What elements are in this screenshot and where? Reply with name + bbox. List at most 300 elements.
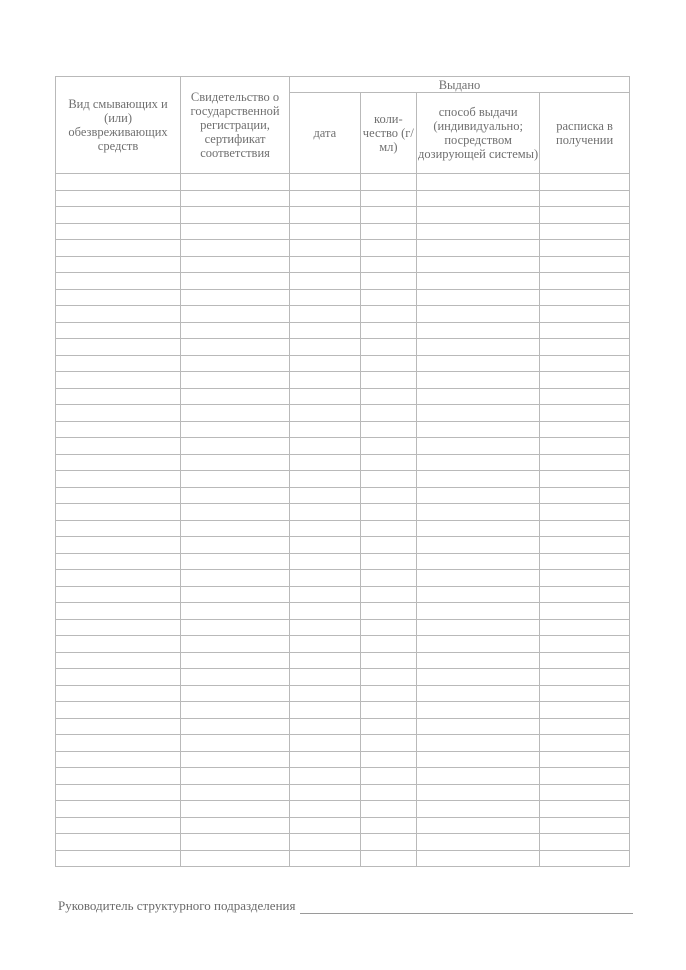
table-cell[interactable] (56, 735, 181, 752)
table-row (56, 256, 630, 273)
table-cell[interactable] (540, 636, 630, 653)
table-cell[interactable] (417, 223, 540, 240)
table-cell[interactable] (290, 355, 361, 372)
table-cell[interactable] (417, 735, 540, 752)
table-cell[interactable] (181, 405, 290, 422)
table-row (56, 735, 630, 752)
table-cell[interactable] (181, 240, 290, 257)
table-cell[interactable] (56, 636, 181, 653)
table-cell[interactable] (417, 636, 540, 653)
table-cell[interactable] (540, 586, 630, 603)
table-cell[interactable] (360, 702, 416, 719)
table-row (56, 273, 630, 290)
table-cell[interactable] (360, 190, 416, 207)
table-row (56, 801, 630, 818)
table-cell[interactable] (540, 537, 630, 554)
table-cell[interactable] (290, 751, 361, 768)
table-cell[interactable] (417, 405, 540, 422)
table-cell[interactable] (540, 652, 630, 669)
table-cell[interactable] (540, 504, 630, 521)
table-row (56, 207, 630, 224)
table-cell[interactable] (56, 520, 181, 537)
table-row (56, 669, 630, 686)
table-cell[interactable] (417, 339, 540, 356)
table-cell[interactable] (360, 339, 416, 356)
table-cell[interactable] (360, 735, 416, 752)
table-cell[interactable] (181, 834, 290, 851)
table-cell[interactable] (290, 306, 361, 323)
table-cell[interactable] (290, 652, 361, 669)
table-cell[interactable] (56, 174, 181, 191)
table-cell[interactable] (360, 652, 416, 669)
table-cell[interactable] (417, 421, 540, 438)
table-row (56, 223, 630, 240)
table-cell[interactable] (181, 603, 290, 620)
table-cell[interactable] (56, 553, 181, 570)
table-cell[interactable] (56, 405, 181, 422)
table-cell[interactable] (360, 570, 416, 587)
table-cell[interactable] (360, 817, 416, 834)
table-cell[interactable] (417, 702, 540, 719)
table-cell[interactable] (540, 405, 630, 422)
table-cell[interactable] (181, 454, 290, 471)
table-cell[interactable] (290, 817, 361, 834)
table-row (56, 834, 630, 851)
table-cell[interactable] (417, 504, 540, 521)
table-cell[interactable] (290, 388, 361, 405)
table-cell[interactable] (540, 669, 630, 686)
table-cell[interactable] (417, 850, 540, 867)
table-cell[interactable] (360, 322, 416, 339)
table-cell[interactable] (181, 652, 290, 669)
table-cell[interactable] (540, 174, 630, 191)
table-cell[interactable] (181, 619, 290, 636)
table-cell[interactable] (181, 817, 290, 834)
table-cell[interactable] (181, 718, 290, 735)
table-cell[interactable] (56, 190, 181, 207)
table-cell[interactable] (290, 850, 361, 867)
table-cell[interactable] (181, 256, 290, 273)
table-cell[interactable] (360, 850, 416, 867)
table-cell[interactable] (56, 388, 181, 405)
table-row (56, 751, 630, 768)
table-cell[interactable] (417, 669, 540, 686)
table-cell[interactable] (181, 586, 290, 603)
table-cell[interactable] (417, 784, 540, 801)
table-cell[interactable] (417, 801, 540, 818)
table-cell[interactable] (417, 619, 540, 636)
table-cell[interactable] (56, 372, 181, 389)
table-cell[interactable] (181, 636, 290, 653)
table-row (56, 190, 630, 207)
table-cell[interactable] (360, 784, 416, 801)
table-cell[interactable] (540, 471, 630, 488)
table-cell[interactable] (540, 322, 630, 339)
table-row (56, 306, 630, 323)
table-cell[interactable] (417, 553, 540, 570)
table-row (56, 636, 630, 653)
table-cell[interactable] (290, 768, 361, 785)
table-cell[interactable] (360, 619, 416, 636)
table-cell[interactable] (360, 207, 416, 224)
table-cell[interactable] (417, 306, 540, 323)
table-cell[interactable] (290, 289, 361, 306)
table-cell[interactable] (181, 388, 290, 405)
table-cell[interactable] (290, 339, 361, 356)
table-cell[interactable] (417, 817, 540, 834)
table-cell[interactable] (290, 256, 361, 273)
table-cell[interactable] (417, 273, 540, 290)
table-cell[interactable] (181, 537, 290, 554)
table-cell[interactable] (540, 619, 630, 636)
table-cell[interactable] (360, 438, 416, 455)
table-cell[interactable] (540, 702, 630, 719)
table-cell[interactable] (360, 718, 416, 735)
table-cell[interactable] (417, 454, 540, 471)
table-row (56, 471, 630, 488)
table-cell[interactable] (360, 768, 416, 785)
table-cell[interactable] (181, 273, 290, 290)
table-cell[interactable] (181, 289, 290, 306)
table-cell[interactable] (417, 751, 540, 768)
table-cell[interactable] (417, 388, 540, 405)
issuance-journal-table (55, 76, 630, 867)
table-row (56, 355, 630, 372)
table-cell[interactable] (417, 372, 540, 389)
table-cell[interactable] (360, 636, 416, 653)
table-cell[interactable] (56, 438, 181, 455)
table-cell[interactable] (540, 306, 630, 323)
table-cell[interactable] (56, 471, 181, 488)
table-cell[interactable] (417, 174, 540, 191)
table-cell[interactable] (360, 603, 416, 620)
table-cell[interactable] (540, 487, 630, 504)
table-row (56, 784, 630, 801)
signature-block (58, 896, 633, 914)
table-cell[interactable] (540, 834, 630, 851)
table-cell[interactable] (360, 504, 416, 521)
table-row (56, 454, 630, 471)
table-cell[interactable] (290, 553, 361, 570)
table-cell[interactable] (181, 504, 290, 521)
table-cell[interactable] (56, 784, 181, 801)
table-cell[interactable] (417, 240, 540, 257)
table-cell[interactable] (181, 702, 290, 719)
table-row (56, 652, 630, 669)
table-cell[interactable] (360, 355, 416, 372)
table-cell[interactable] (540, 520, 630, 537)
table-cell[interactable] (290, 207, 361, 224)
table-cell[interactable] (290, 801, 361, 818)
table-cell[interactable] (290, 636, 361, 653)
table-cell[interactable] (360, 834, 416, 851)
table-cell[interactable] (181, 174, 290, 191)
table-cell[interactable] (417, 718, 540, 735)
table-cell[interactable] (540, 850, 630, 867)
table-cell[interactable] (56, 619, 181, 636)
table-cell[interactable] (540, 751, 630, 768)
table-cell[interactable] (56, 306, 181, 323)
table-cell[interactable] (540, 240, 630, 257)
table-row (56, 289, 630, 306)
table-cell[interactable] (417, 207, 540, 224)
table-cell[interactable] (360, 685, 416, 702)
table-cell[interactable] (417, 586, 540, 603)
table-cell[interactable] (290, 190, 361, 207)
table-cell[interactable] (540, 603, 630, 620)
table-row (56, 603, 630, 620)
table-cell[interactable] (290, 834, 361, 851)
table-cell[interactable] (290, 372, 361, 389)
table-cell[interactable] (540, 735, 630, 752)
table-cell[interactable] (56, 751, 181, 768)
table-cell[interactable] (56, 504, 181, 521)
table-row (56, 421, 630, 438)
journal-body (56, 174, 630, 867)
table-cell[interactable] (290, 240, 361, 257)
table-cell[interactable] (56, 322, 181, 339)
table-cell[interactable] (290, 223, 361, 240)
table-cell[interactable] (56, 801, 181, 818)
table-cell[interactable] (417, 834, 540, 851)
table-cell[interactable] (540, 355, 630, 372)
table-cell[interactable] (540, 817, 630, 834)
table-row (56, 322, 630, 339)
table-cell[interactable] (540, 454, 630, 471)
header-product-type: Вид смывающих и (или) обезвреживающих средств (56, 77, 181, 174)
table-cell[interactable] (181, 421, 290, 438)
table-cell[interactable] (181, 570, 290, 587)
table-cell[interactable] (417, 603, 540, 620)
table-cell[interactable] (360, 471, 416, 488)
table-cell[interactable] (290, 735, 361, 752)
table-cell[interactable] (540, 768, 630, 785)
header-issue-method: способ выдачи (индивидуально; посредством дозирующей системы) (417, 93, 540, 174)
header-quantity: коли-чество (г/мл) (360, 93, 416, 174)
table-cell[interactable] (290, 619, 361, 636)
table-cell[interactable] (360, 372, 416, 389)
table-cell[interactable] (56, 817, 181, 834)
table-row (56, 405, 630, 422)
table-cell[interactable] (181, 207, 290, 224)
table-cell[interactable] (360, 256, 416, 273)
table-cell[interactable] (290, 504, 361, 521)
table-row (56, 487, 630, 504)
table-cell[interactable] (181, 685, 290, 702)
table-cell[interactable] (290, 471, 361, 488)
table-cell[interactable] (56, 586, 181, 603)
table-cell[interactable] (540, 190, 630, 207)
table-cell[interactable] (56, 718, 181, 735)
table-row (56, 174, 630, 191)
table-cell[interactable] (540, 685, 630, 702)
table-cell[interactable] (56, 223, 181, 240)
table-row (56, 240, 630, 257)
table-cell[interactable] (540, 289, 630, 306)
table-cell[interactable] (181, 768, 290, 785)
table-cell[interactable] (56, 834, 181, 851)
table-row (56, 702, 630, 719)
table-cell[interactable] (56, 289, 181, 306)
table-cell[interactable] (540, 553, 630, 570)
table-row (56, 520, 630, 537)
table-cell[interactable] (417, 438, 540, 455)
table-cell[interactable] (181, 339, 290, 356)
table-cell[interactable] (181, 322, 290, 339)
table-cell[interactable] (360, 405, 416, 422)
table-cell[interactable] (360, 586, 416, 603)
table-cell[interactable] (181, 487, 290, 504)
table-cell[interactable] (290, 405, 361, 422)
table-cell[interactable] (56, 669, 181, 686)
table-cell[interactable] (290, 421, 361, 438)
table-cell[interactable] (417, 652, 540, 669)
table-cell[interactable] (56, 240, 181, 257)
table-cell[interactable] (181, 520, 290, 537)
table-cell[interactable] (290, 603, 361, 620)
table-cell[interactable] (360, 273, 416, 290)
table-cell[interactable] (290, 669, 361, 686)
table-cell[interactable] (56, 355, 181, 372)
table-cell[interactable] (290, 520, 361, 537)
table-cell[interactable] (540, 256, 630, 273)
table-cell[interactable] (181, 223, 290, 240)
table-cell[interactable] (56, 207, 181, 224)
table-cell[interactable] (181, 355, 290, 372)
table-cell[interactable] (56, 652, 181, 669)
table-cell[interactable] (540, 421, 630, 438)
table-cell[interactable] (360, 537, 416, 554)
table-cell[interactable] (360, 421, 416, 438)
table-cell[interactable] (290, 718, 361, 735)
table-cell[interactable] (181, 735, 290, 752)
table-cell[interactable] (181, 438, 290, 455)
header-certificate: Свидетельство о государственной регистрации, сертификат соответствия (181, 77, 290, 174)
table-cell[interactable] (56, 570, 181, 587)
header-date: дата (290, 93, 361, 174)
table-cell[interactable] (181, 801, 290, 818)
table-cell[interactable] (360, 553, 416, 570)
table-cell[interactable] (56, 850, 181, 867)
table-cell[interactable] (417, 256, 540, 273)
table-cell[interactable] (290, 586, 361, 603)
table-cell[interactable] (56, 685, 181, 702)
table-row (56, 537, 630, 554)
table-row (56, 768, 630, 785)
table-cell[interactable] (181, 471, 290, 488)
table-cell[interactable] (56, 702, 181, 719)
header-receipt: расписка в получении (540, 93, 630, 174)
table-cell[interactable] (417, 570, 540, 587)
table-cell[interactable] (540, 801, 630, 818)
table-cell[interactable] (360, 487, 416, 504)
table-cell[interactable] (360, 306, 416, 323)
table-row (56, 685, 630, 702)
table-cell[interactable] (417, 289, 540, 306)
table-row (56, 817, 630, 834)
table-cell[interactable] (290, 174, 361, 191)
table-cell[interactable] (540, 784, 630, 801)
table-cell[interactable] (181, 190, 290, 207)
table-cell[interactable] (290, 570, 361, 587)
signature-label: Руководитель структурного подразделения (58, 898, 296, 913)
table-cell[interactable] (417, 520, 540, 537)
table-cell[interactable] (540, 372, 630, 389)
table-cell[interactable] (417, 537, 540, 554)
table-cell[interactable] (181, 784, 290, 801)
table-cell[interactable] (290, 537, 361, 554)
table-cell[interactable] (417, 685, 540, 702)
table-cell[interactable] (360, 174, 416, 191)
table-cell[interactable] (417, 322, 540, 339)
table-cell[interactable] (290, 487, 361, 504)
table-cell[interactable] (56, 339, 181, 356)
table-cell[interactable] (290, 702, 361, 719)
table-cell[interactable] (360, 801, 416, 818)
table-cell[interactable] (56, 421, 181, 438)
table-cell[interactable] (417, 190, 540, 207)
table-cell[interactable] (360, 520, 416, 537)
table-cell[interactable] (540, 718, 630, 735)
table-cell[interactable] (56, 603, 181, 620)
table-cell[interactable] (181, 751, 290, 768)
table-row (56, 388, 630, 405)
table-cell[interactable] (290, 784, 361, 801)
table-row (56, 586, 630, 603)
table-cell[interactable] (56, 273, 181, 290)
table-cell[interactable] (181, 553, 290, 570)
table-row (56, 504, 630, 521)
table-cell[interactable] (360, 669, 416, 686)
table-cell[interactable] (540, 339, 630, 356)
table-cell[interactable] (417, 768, 540, 785)
table-cell[interactable] (417, 355, 540, 372)
table-cell[interactable] (181, 306, 290, 323)
table-cell[interactable] (360, 454, 416, 471)
table-cell[interactable] (540, 438, 630, 455)
table-cell[interactable] (417, 487, 540, 504)
table-cell[interactable] (540, 388, 630, 405)
table-row (56, 339, 630, 356)
table-cell[interactable] (56, 256, 181, 273)
table-cell[interactable] (290, 685, 361, 702)
table-cell[interactable] (360, 223, 416, 240)
table-cell[interactable] (360, 388, 416, 405)
table-cell[interactable] (290, 438, 361, 455)
table-cell[interactable] (56, 537, 181, 554)
table-cell[interactable] (360, 240, 416, 257)
table-cell[interactable] (360, 751, 416, 768)
table-cell[interactable] (56, 454, 181, 471)
table-cell[interactable] (56, 487, 181, 504)
table-cell[interactable] (540, 273, 630, 290)
table-cell[interactable] (540, 223, 630, 240)
table-cell[interactable] (56, 768, 181, 785)
table-row (56, 619, 630, 636)
table-cell[interactable] (290, 454, 361, 471)
table-cell[interactable] (290, 322, 361, 339)
table-cell[interactable] (181, 372, 290, 389)
table-cell[interactable] (360, 289, 416, 306)
table-cell[interactable] (290, 273, 361, 290)
signature-line[interactable] (300, 901, 633, 914)
table-cell[interactable] (417, 471, 540, 488)
table-cell[interactable] (181, 850, 290, 867)
table-cell[interactable] (181, 669, 290, 686)
table-cell[interactable] (540, 570, 630, 587)
table-cell[interactable] (540, 207, 630, 224)
table-row (56, 570, 630, 587)
